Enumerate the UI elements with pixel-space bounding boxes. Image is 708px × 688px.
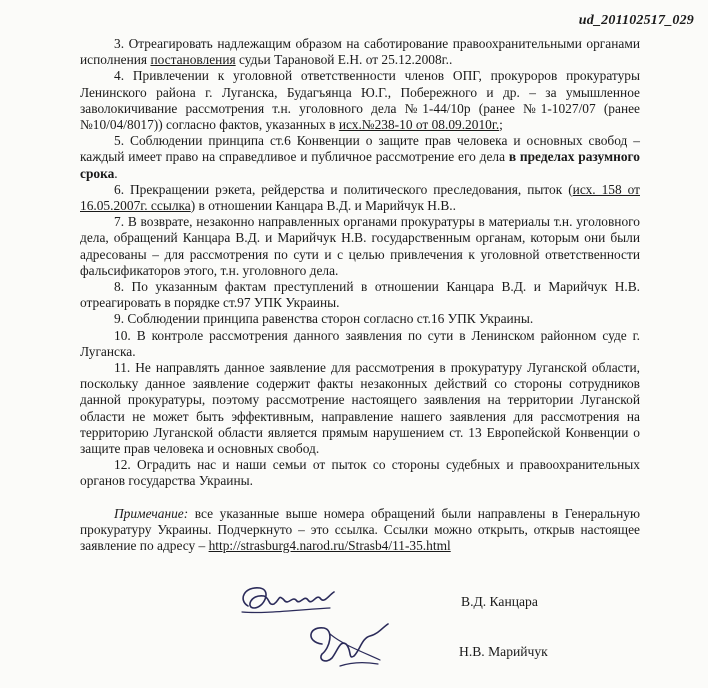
- document-body: [80, 36, 640, 554]
- paragraph-text: 4. Привлечении к уголовной ответственности членов ОПГ, прокуроров прокуратуры Ленинского района г. Луганска, Будагъянца Ю.Г., Побережного и др. – за умышленное заволокичивание рассмотрения т.н. уголовного дела №1-44/10р (ранее №1-1027/07 (ранее №10/04/8017)) согласно фактов, указанных в: [80, 68, 640, 133]
- paragraph-item: [80, 214, 640, 279]
- paragraph-item: [80, 36, 640, 68]
- paragraph-text: судьи Тарановой Е.Н. от 25.12.2008г..: [235, 52, 453, 68]
- paragraph-item: [80, 457, 640, 489]
- paragraph-item: [80, 68, 640, 133]
- link-text[interactable]: исх.№238-10 от 08.09.2010г.: [338, 117, 500, 133]
- note-link[interactable]: http://strasburg4.narod.ru/Strasb4/11-35.html: [208, 538, 451, 554]
- paragraph-text: 8. По указанным фактам преступлений в отношении Канцара В.Д. и Марийчук Н.В. отреагировать в порядке ст.97 УПК Украины.: [80, 279, 640, 311]
- paragraph-item: [80, 328, 640, 360]
- paragraph-text: 9. Соблюдении принципа равенства сторон согласно ст.16 УПК Украины.: [114, 311, 534, 327]
- paragraph-text: 5. Соблюдении принципа ст.6 Конвенции о защите прав человека и основных свобод – каждый имеет право на справедливое и публичное рассмотрение его дела: [80, 133, 640, 165]
- paragraph-text: ) в отношении Канцара В.Д. и Марийчук Н.В..: [190, 198, 456, 214]
- link-text[interactable]: постановления: [150, 52, 236, 68]
- paragraph-text: 10. В контроле рассмотрения данного заявления по сути в Ленинском районном суде г. Луганска.: [80, 327, 640, 359]
- paragraph-item: [80, 133, 640, 182]
- note-lead: Примечание:: [114, 505, 189, 521]
- paragraph-list: [80, 36, 640, 490]
- signer-name-1: В.Д. Канцара: [461, 594, 538, 609]
- paragraph-text: 6. Прекращении рэкета, рейдерства и политического преследования, пыток (: [114, 181, 573, 197]
- link-text[interactable]: исх. 158 от 16.05.2007г. ссылка: [80, 181, 640, 214]
- paragraph-item: [80, 311, 640, 327]
- signature-mariychuk: [300, 614, 400, 674]
- note-paragraph: [80, 506, 640, 555]
- paragraph-item: [80, 360, 640, 457]
- note-text: все указанные выше номера обращений были направлены в Генеральную прокуратуру Украины. Подчеркнуто – это ссылка. Ссылки можно открыть, открыв настоящее заявление по адресу –: [80, 505, 640, 554]
- document-id: ud_201102517_029: [578, 13, 694, 28]
- paragraph-item: [80, 279, 640, 311]
- paragraph-text: .: [114, 165, 118, 181]
- paragraph-text: 12. Оградить нас и наши семьи от пыток со стороны судебных и правоохранительных органов государства Украины.: [80, 457, 640, 489]
- signer-name-2: Н.В. Марийчук: [459, 644, 548, 659]
- paragraph-text: 7. В возврате, незаконно направленных органами прокуратуры в материалы т.н. уголовного дела, обращений Канцара В.Д. и Марийчук Н.В. государственным органам, которым они были адресованы – для рассмотрения по сути и с целью привлечения к уголовной ответственности фальсификаторов этого, т.н. уголовного дела.: [80, 214, 640, 278]
- paragraph-text: 11. Не направлять данное заявление для рассмотрения в прокуратуру Луганской области, поскольку данное заявление содержит факты незаконных действий со стороны сотрудников данной прокуратуры, поэтому рассмотрение настоящего заявления на территории Луганской области не может быть эффективным, направление нашего заявления для рассмотрения на территорию Луганской области является прямым нарушением ст. 13 Европейской Конвенции о защите прав человека и основных свобод.: [80, 360, 640, 457]
- bold-text: в пределах разумного срока: [80, 149, 640, 181]
- paragraph-text: ;: [499, 117, 503, 133]
- paragraph-text: 3. Отреагировать надлежащим образом на саботирование правоохранительными органами исполнения: [80, 36, 640, 68]
- paragraph-item: [80, 182, 640, 214]
